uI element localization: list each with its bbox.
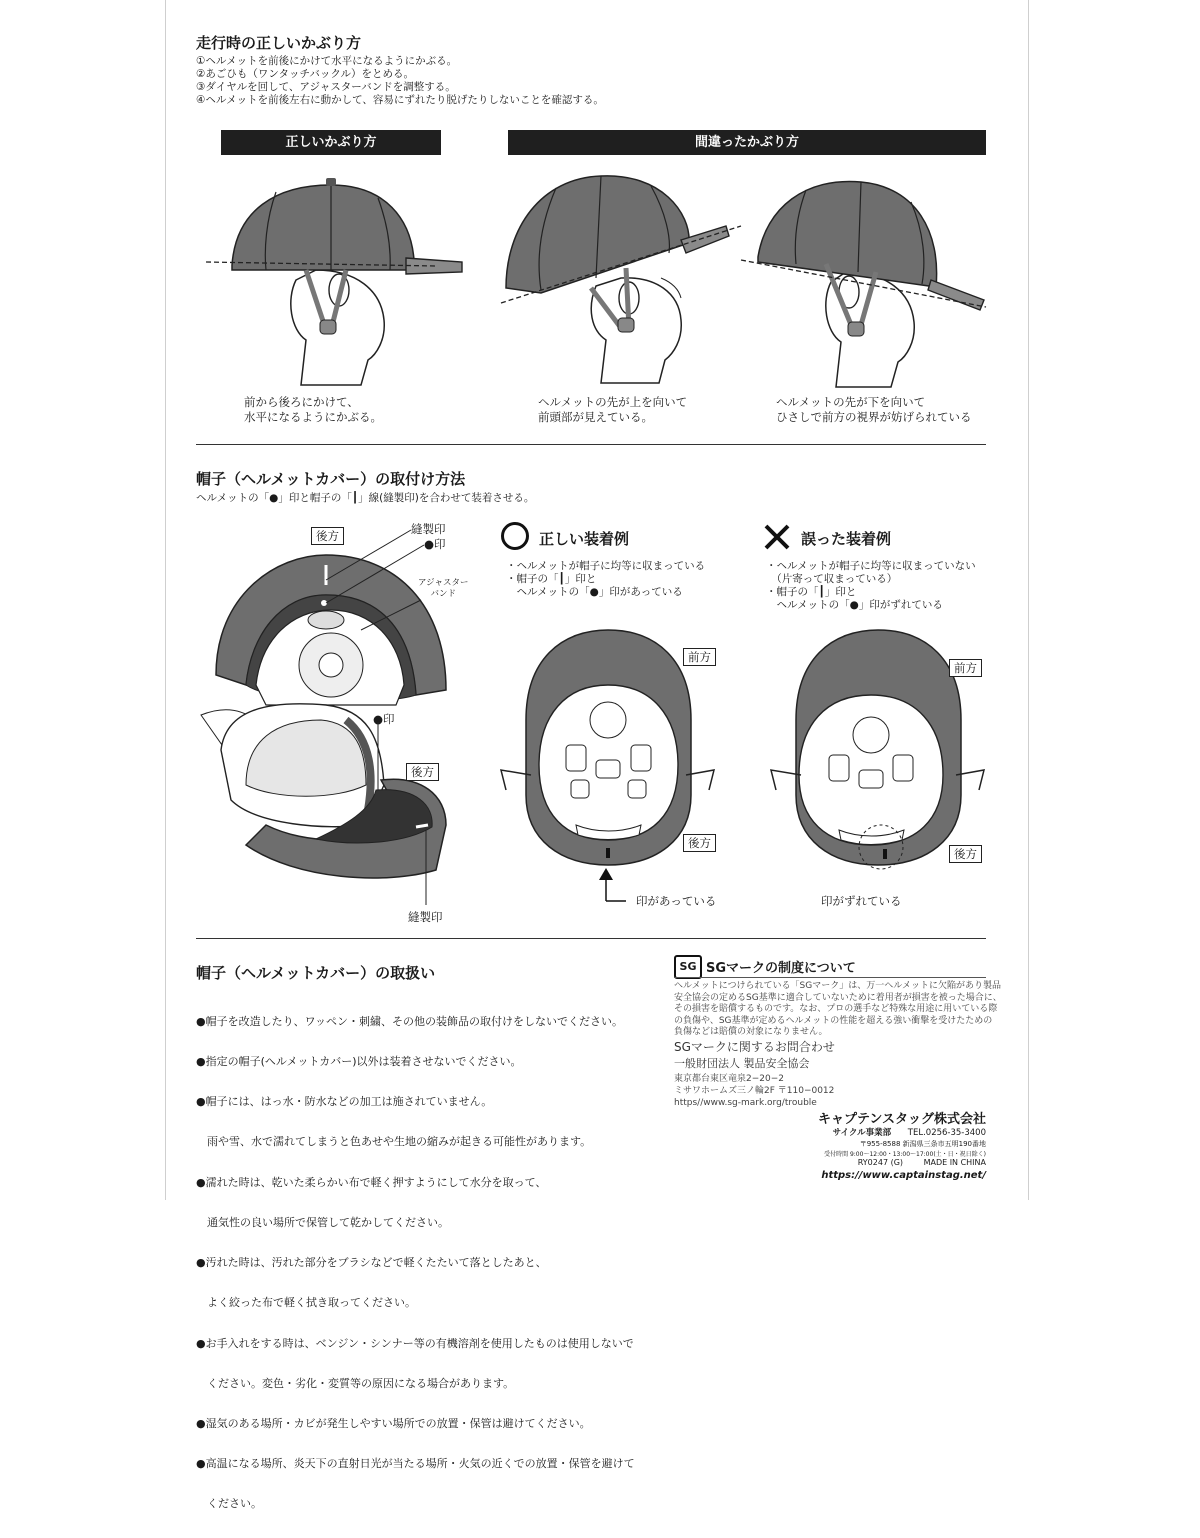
handling-item: ●指定の帽子(ヘルメットカバー)以外は装着させないでください。 — [196, 1055, 522, 1069]
label-front-wrong: 前方 — [949, 659, 982, 677]
wearing-title: 走行時の正しいかぶり方 — [196, 34, 362, 52]
correct-circle-icon — [501, 522, 529, 550]
wrong-example-title: 誤った装着例 — [801, 530, 892, 548]
sg-body: ヘルメットにつけられている「SGマーク」は、万一ヘルメットに欠陥があり製品 安全協会の定めるSG基準に適合していないために着用者が損害を被った場合に、 その損害を賠償するものです。なお、プロの選手など特殊な用途に用いている際 の負傷や、SG基準が定めるヘルメットの性能を超える強い衝撃を受けたための 負傷などは賠償の対象になりません。 — [674, 981, 1002, 1037]
handling-item: ●高温になる場所、炎天下の直射日光が当たる場所・火気の近くでの放置・保管を避けて — [196, 1457, 635, 1471]
pointer-wrong: 印がずれている — [821, 894, 902, 908]
correct-notes: ・ヘルメットが帽子に均等に収まっている ・帽子の「┃」印と ヘルメットの「●」印があっている — [506, 560, 706, 598]
handling-item: ください。変色・劣化・変質等の原因になる場合があります。 — [196, 1376, 515, 1390]
handling-item: ●帽子を改造したり、ワッペン・刺繍、その他の装飾品の取付けをしないでください。 — [196, 1014, 624, 1028]
correct-wear-banner: 正しいかぶり方 — [221, 130, 441, 155]
handling-item: ください。 — [196, 1497, 262, 1511]
cover-instruction: ヘルメットの「●」印と帽子の「┃」線(縫製印)を合わせて装着させる。 — [196, 492, 535, 504]
wrong-notes: ・ヘルメットが帽子に均等に収まっていない （片寄って収まっている） ・帽子の「┃」印と ヘルメットの「●」印がずれている — [766, 560, 976, 611]
company-hours: 受付時間 9:00〜12:00・13:00〜17:00(土・日・祝日除く) — [824, 1151, 986, 1158]
handling-item: ●お手入れをする時は、ベンジン・シンナー等の有機溶剤を使用したものは使用しないで — [196, 1336, 634, 1350]
sg-url[interactable]: https//www.sg-mark.org/trouble — [674, 1098, 817, 1108]
cover-title: 帽子（ヘルメットカバー）の取付け方法 — [196, 470, 466, 488]
company-url[interactable]: https://www.captainstag.net/ — [821, 1170, 986, 1181]
product-code: RY0247 (G) — [857, 1158, 904, 1167]
handling-item: ●湿気のある場所・カビが発生しやすい場所での放置・保管は避けてください。 — [196, 1417, 591, 1430]
pointer-correct: 印があっている — [636, 894, 717, 908]
label-adjuster-band: アジャスター バンド — [418, 578, 469, 599]
handling-item: ●帽子には、はっ水・防水などの加工は施されていません。 — [196, 1095, 493, 1109]
arrow-up-icon — [596, 868, 626, 908]
company-division: サイクル事業部 — [832, 1128, 892, 1138]
label-front-correct: 前方 — [683, 648, 716, 666]
company-tel: TEL.0256-35-3400 — [907, 1128, 986, 1138]
handling-title: 帽子（ヘルメットカバー）の取扱い — [196, 964, 436, 982]
label-rear-side: 後方 — [406, 763, 439, 781]
label-rear-wrong: 後方 — [949, 845, 982, 863]
label-seam-bottom: 縫製印 — [408, 910, 443, 924]
step-1: ①ヘルメットを前後にかけて水平になるようにかぶる。 — [196, 55, 458, 67]
company-contact — [833, 1126, 986, 1138]
sg-org: 一般財団法人 製品安全協会 — [674, 1057, 810, 1070]
caption-tilted-down: ヘルメットの先が下を向いて ひさしで前方の視界が妨げられている — [776, 395, 972, 424]
label-dot-top: ●印 — [424, 537, 446, 551]
label-rear-top: 後方 — [311, 527, 344, 545]
company-code-line — [858, 1158, 986, 1167]
label-dot-side: ●印 — [373, 712, 395, 726]
sg-inquiry: SGマークに関するお問合わせ — [674, 1040, 835, 1054]
sg-underline — [674, 977, 986, 978]
caption-tilted-up: ヘルメットの先が上を向いて 前頭部が見えている。 — [538, 395, 688, 424]
wrong-wear-banner: 間違ったかぶり方 — [508, 130, 986, 155]
handling-item: ●濡れた時は、乾いた柔らかい布で軽く押すようにして水分を取って、 — [196, 1175, 547, 1189]
handling-item: ●汚れた時は、汚れた部分をブラシなどで軽くたたいて落としたあと、 — [196, 1256, 547, 1270]
divider-2 — [196, 938, 986, 939]
cross-icon — [763, 523, 791, 551]
handling-item: 雨や雪、水で濡れてしまうと色あせや生地の縮みが起きる可能性があります。 — [196, 1135, 592, 1149]
step-4: ④ヘルメットを前後左右に動かして、容易にずれたり脱げたりしないことを確認する。 — [196, 94, 604, 106]
instruction-sheet — [165, 0, 1029, 1511]
step-2: ②あごひも（ワンタッチバックル）をとめる。 — [196, 68, 415, 80]
sg-title: SGマークの制度について — [706, 961, 856, 976]
company-name: キャプテンスタッグ株式会社 — [818, 1112, 986, 1127]
handling-item: よく絞った布で軽く拭き取ってください。 — [196, 1296, 416, 1310]
handling-list — [196, 988, 635, 1538]
caption-correct: 前から後ろにかけて、 水平になるようにかぶる。 — [244, 395, 382, 424]
step-3: ③ダイヤルを回して、アジャスターバンドを調整する。 — [196, 81, 456, 93]
sg-address: 東京都台東区竜泉2−20−2 ミサワホームズ三ノ輪2F 〒110−0012 — [674, 1074, 835, 1096]
company-address: 〒955-8588 新潟県三条市五明190番地 — [859, 1140, 986, 1148]
made-in: MADE IN CHINA — [923, 1158, 986, 1167]
label-seam-top: 縫製印 — [411, 522, 446, 536]
sg-logo: SG — [674, 955, 702, 979]
handling-item: 通気性の良い場所で保管して乾かしてください。 — [196, 1215, 449, 1229]
correct-example-title: 正しい装着例 — [539, 530, 630, 548]
label-rear-correct: 後方 — [683, 834, 716, 852]
